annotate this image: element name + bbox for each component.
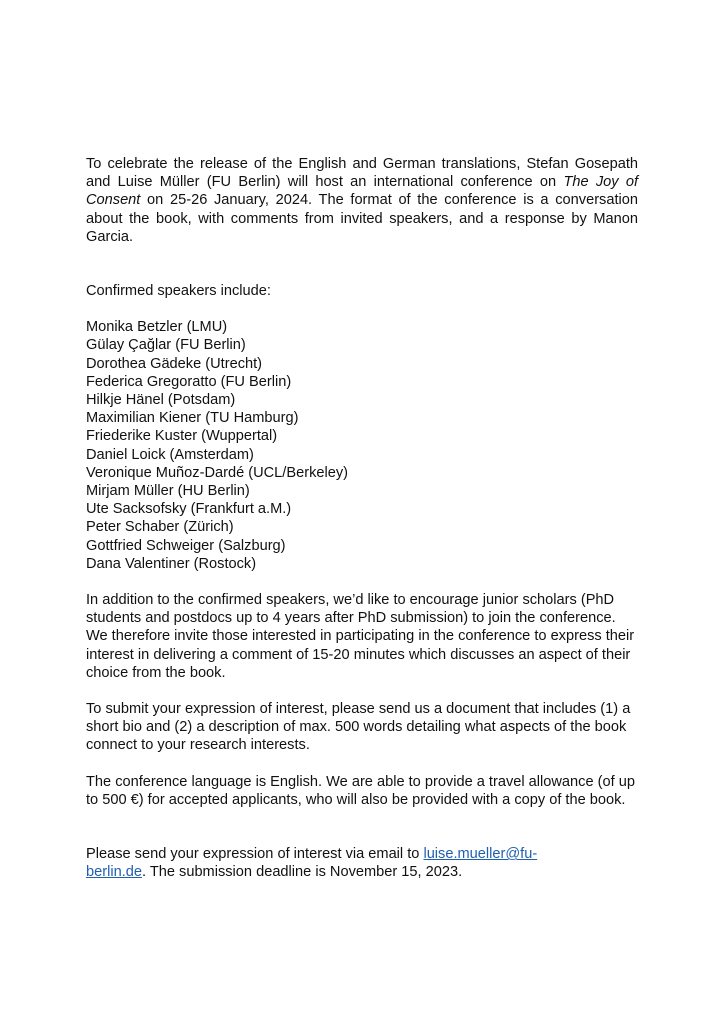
intro-text-2: on 25-26 January, 2024. The format of the conference is a conversation about the book, with comments from invited speakers, and a response by Manon Garcia.: [86, 192, 638, 245]
intro-text-1: To celebrate the release of the English and German translations, Stefan Gosepath and Luise Müller (FU Berlin) will host an international conference on: [86, 156, 638, 191]
contact-prefix: Please send your expression of interest via email to: [86, 846, 424, 863]
speaker-item: Veronique Muñoz-Dardé (UCL/Berkeley): [86, 464, 348, 481]
spacer: [86, 755, 638, 773]
speaker-item: Hilkje Hänel (Potsdam): [86, 392, 236, 409]
spacer: [86, 573, 638, 591]
speaker-list: [86, 318, 638, 573]
intro-paragraph: [86, 155, 638, 246]
submission-paragraph: To submit your expression of interest, please send us a document that includes (1) a short bio and (2) a description of max. 500 words detailing what aspects of the book connect to your research interests.: [86, 701, 631, 754]
speaker-item: Peter Schaber (Zürich): [86, 519, 234, 536]
speaker-item: Dorothea Gädeke (Utrecht): [86, 355, 263, 372]
speaker-item: Daniel Loick (Amsterdam): [86, 446, 254, 463]
spacer: [86, 246, 638, 282]
spacer: [86, 300, 638, 318]
speaker-item: Gülay Çağlar (FU Berlin): [86, 337, 246, 354]
speaker-item: Maximilian Kiener (TU Hamburg): [86, 410, 299, 427]
speaker-item: Gottfried Schweiger (Salzburg): [86, 537, 286, 554]
speakers-heading: Confirmed speakers include:: [86, 283, 271, 300]
language-paragraph: The conference language is English. We are able to provide a travel allowance (of up to 500 €) for accepted applicants, who will also be provided with a copy of the book.: [86, 773, 635, 808]
speaker-item: Friederike Kuster (Wuppertal): [86, 428, 278, 445]
speaker-item: Ute Sacksofsky (Frankfurt a.M.): [86, 501, 292, 518]
contact-paragraph: [86, 845, 638, 881]
speaker-item: Dana Valentiner (Rostock): [86, 555, 257, 572]
book-title: The Joy of Consent: [86, 174, 639, 209]
contact-suffix: . The submission deadline is November 15, 2023.: [141, 864, 463, 881]
speaker-item: Monika Betzler (LMU): [86, 319, 228, 336]
email-link-part-1: luise.mueller@fu-: [423, 846, 538, 863]
speaker-item: Federica Gregoratto (FU Berlin): [86, 373, 292, 390]
junior-scholars-paragraph: In addition to the confirmed speakers, we’d like to encourage junior scholars (PhD students and postdocs up to 4 years after PhD submission) to join the conference. We therefore invite those interested in participating in the conference to express their interest in delivering a comment of 15-20 minutes which discusses an aspect of their choice from the book.: [86, 592, 635, 681]
spacer: [86, 682, 638, 700]
speaker-item: Mirjam Müller (HU Berlin): [86, 483, 250, 500]
spacer: [86, 809, 638, 845]
email-link-part-2: berlin.de: [86, 864, 142, 881]
